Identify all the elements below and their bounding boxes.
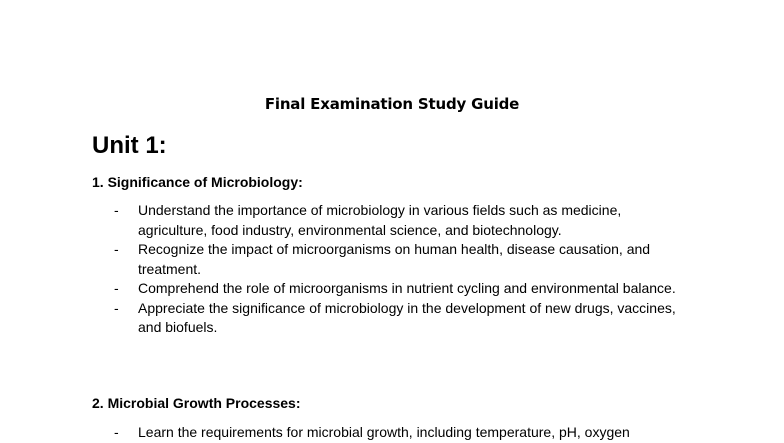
growth-bullet-list bbox=[112, 423, 692, 443]
document-title: Final Examination Study Guide bbox=[264, 95, 520, 113]
bullet-text: Recognize the impact of microorganisms on human health, disease causation, and treatment. bbox=[138, 241, 651, 277]
section-heading-growth: 2. Microbial Growth Processes: bbox=[92, 395, 301, 411]
list-item bbox=[112, 201, 692, 240]
bullet-text: Understand the importance of microbiology in various fields such as medicine, agriculture, food industry, environmental science, and biotechnology. bbox=[138, 202, 622, 238]
significance-bullet-list bbox=[112, 201, 692, 338]
bullet-text: Appreciate the significance of microbiology in the development of new drugs, vaccines, and biofuels. bbox=[138, 299, 676, 335]
bullet-dash: - bbox=[114, 202, 119, 218]
bullet-dash: - bbox=[114, 424, 119, 440]
list-item bbox=[112, 279, 692, 299]
unit-heading: Unit 1: bbox=[92, 132, 167, 159]
section-heading-significance: 1. Significance of Microbiology: bbox=[92, 174, 303, 190]
bullet-dash: - bbox=[114, 280, 119, 296]
list-item bbox=[112, 240, 692, 279]
bullet-text: Comprehend the role of microorganisms in nutrient cycling and environmental balance. bbox=[138, 280, 676, 296]
list-item bbox=[112, 423, 692, 443]
list-item bbox=[112, 299, 692, 338]
bullet-text: Learn the requirements for microbial growth, including temperature, pH, oxygen bbox=[138, 424, 630, 440]
bullet-dash: - bbox=[114, 299, 119, 316]
bullet-dash: - bbox=[114, 241, 119, 257]
